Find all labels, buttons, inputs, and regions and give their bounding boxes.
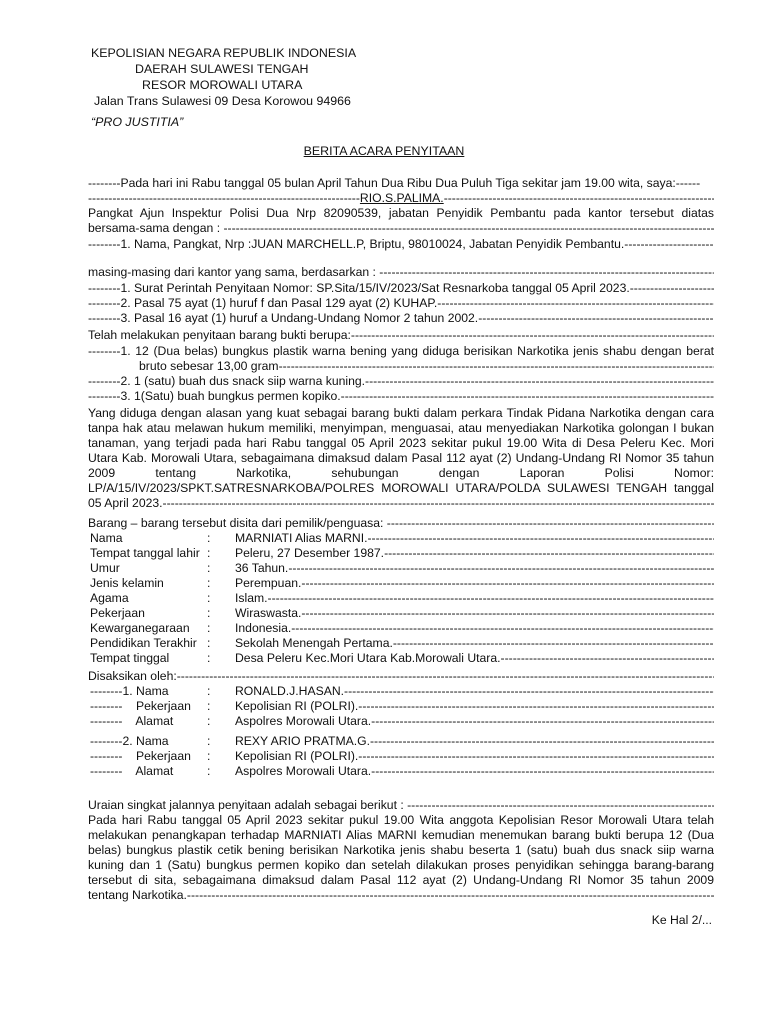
resort-name: RESOR MOROWALI UTARA [142, 78, 303, 92]
basis-intro: masing-masing dari kantor yang sama, berdasarkan : ----- [88, 264, 714, 280]
field-colon: : [207, 684, 211, 698]
field-colon: : [207, 764, 211, 778]
owner-row [88, 650, 714, 666]
field-colon: : [207, 591, 211, 605]
paragraph-line: tanaman, yang terjadi pada hari Rabu tanggal 05 April 2023 sekitar pukul 19.00 Wita di Desa Peleru Kec. Mori [88, 436, 714, 450]
owner-row [88, 545, 714, 561]
field-value: REXY ARIO PRATMA.G. ----- [235, 733, 714, 749]
basis-item: --------2. Pasal 75 ayat (1) huruf f dan Pasal 129 ayat (2) KUHAP. ----- [88, 295, 714, 311]
witness-row [88, 713, 714, 729]
owner-row [88, 590, 714, 606]
field-value: RONALD.J.HASAN. ----- [235, 683, 714, 699]
field-value: Kepolisian RI (POLRI). ----- [235, 748, 714, 764]
owner-row [88, 605, 714, 621]
paragraph-line: tanpa hak atau melawan hukum memiliki, menyimpan, menguasai, atau menyediakan Narkotika golongan I bukan [88, 421, 714, 435]
paragraph-line: 05 April 2023. ----- [88, 495, 714, 511]
institution-name: KEPOLISIAN NEGARA REPUBLIK INDONESIA [91, 46, 357, 60]
field-colon: : [207, 714, 211, 728]
field-value: Desa Peleru Kec.Mori Utara Kab.Morowali Utara. ----- [235, 650, 714, 666]
summary-line: kuning dan 1 (Satu) bungkus permen kopiko dan setelah dilakukan proses penyidikan sehingga barang-barang [88, 858, 714, 872]
field-label: Jenis kelamin [90, 576, 164, 590]
companion-line: --------1. Nama, Pangkat, Nrp :JUAN MARCHELL.P, Briptu, 98010024, Jabatan Penyidik Pembantu. ----- [88, 236, 714, 252]
field-value: Aspolres Morowali Utara. ----- [235, 763, 714, 779]
field-value: Aspolres Morowali Utara. ----- [235, 713, 714, 729]
seized-item: --------3. 1(Satu) buah bungkus permen kopiko. ----- [88, 388, 714, 404]
owner-row [88, 530, 714, 546]
field-label: --------1. Nama [90, 684, 169, 698]
field-value: 36 Tahun. ----- [235, 560, 714, 576]
field-colon: : [207, 749, 211, 763]
witness-row [88, 698, 714, 714]
basis-item: --------3. Pasal 16 ayat (1) huruf a Undang-Undang Nomor 2 tahun 2002. ----- [88, 310, 714, 326]
seized-item-cont: bruto sebesar 13,00 gram ----- [139, 358, 714, 374]
field-colon: : [207, 606, 211, 620]
field-colon: : [207, 636, 211, 650]
address: Jalan Trans Sulawesi 09 Desa Korowou 94966 [94, 94, 351, 108]
field-value: Islam. ----- [235, 590, 714, 606]
field-colon: : [207, 734, 211, 748]
field-colon: : [207, 699, 211, 713]
investigator-name: RIO.S.PALIMA. [359, 191, 444, 205]
witness-row [88, 683, 714, 699]
field-label: Nama [90, 531, 123, 545]
rank-line: Pangkat Ajun Inspektur Polisi Dua Nrp 82090539, jabatan Penyidik Pembantu pada kantor tersebut diatas [88, 206, 714, 220]
field-value: MARNIATI Alias MARNI. ----- [235, 530, 714, 546]
paragraph-line: LP/A/15/IV/2023/SPKT.SATRESNARKOBA/POLRES MOROWALI UTARA/POLDA SULAWESI TENGAH tanggal [88, 481, 714, 495]
field-label: -------- Alamat [90, 714, 174, 728]
owner-row [88, 620, 714, 636]
summary-line: Pada hari Rabu tanggal 05 April 2023 sekitar pukul 19.00 Wita anggota Kepolisian Resor Morowali Utara telah [88, 813, 714, 827]
field-label: Tempat tinggal [90, 651, 170, 665]
field-colon: : [207, 561, 211, 575]
seized-item: --------2. 1 (satu) buah dus snack siip warna kuning. ----- [88, 373, 714, 389]
summary-line: belas) bungkus plastik cetik bening berisikan Narkotika jenis shabu beserta 1 (satu) buah dus snack siip warna [88, 843, 714, 857]
seized-intro: Telah melakukan penyitaan barang bukti berupa: ----- [88, 327, 714, 343]
witness-row [88, 763, 714, 779]
witness-row [88, 733, 714, 749]
investigator-line: -------------------------------------------------------------------RIO.S.PALIMA. ----- [88, 190, 714, 206]
field-value: Wiraswasta. ----- [235, 605, 714, 621]
summary-intro: Uraian singkat jalannya penyitaan adalah sebagai berikut : ----- [88, 797, 714, 813]
basis-item: --------1. Surat Perintah Penyitaan Nomor: SP.Sita/15/IV/2023/Sat Resnarkoba tanggal 05 April 2023. ----- [88, 280, 714, 296]
region-name: DAERAH SULAWESI TENGAH [135, 62, 309, 76]
opening-line: --------Pada hari ini Rabu tanggal 05 bulan April Tahun Dua Ribu Dua Puluh Tiga sekitar jam 19.00 wita, saya:------ [88, 176, 701, 190]
field-value: Indonesia. ----- [235, 620, 714, 636]
field-colon: : [207, 621, 211, 635]
paragraph-line: Utara Kab. Morowali Utara, sebagaimana dimaksud dalam Pasal 112 ayat (2) Undang-Undang RI Nomor 35 tahun [88, 451, 714, 465]
field-label: Agama [90, 591, 129, 605]
field-value: Sekolah Menengah Pertama. ----- [235, 635, 714, 651]
seized-item: --------1. 12 (Dua belas) bungkus plastik warna bening yang diduga berisikan Narkotika jenis shabu dengan berat [88, 344, 714, 358]
owner-row [88, 635, 714, 651]
summary-line: tersebut di sita, sebagaimana dimaksud dalam Pasal 112 ayat (2) Undang-Undang RI Nomor 35 tahun 2009 [88, 873, 714, 887]
field-value: Perempuan. ----- [235, 575, 714, 591]
witness-row [88, 748, 714, 764]
field-label: -------- Alamat [90, 764, 174, 778]
field-label: -------- Pekerjaan [90, 699, 191, 713]
paragraph-line: 2009 tentang Narkotika, sehubungan dengan Laporan Polisi Nomor: [88, 466, 714, 480]
field-colon: : [207, 651, 211, 665]
summary-line: melakukan penangkapan terhadap MARNIATI Alias MARNI kemudian menemukan barang bukti berupa 12 (Dua [88, 828, 714, 842]
field-value: Peleru, 27 Desember 1987. ----- [235, 545, 714, 561]
next-page-note: Ke Hal 2/... [651, 913, 712, 927]
field-label: -------- Pekerjaan [90, 749, 191, 763]
field-label: Tempat tanggal lahir [90, 546, 200, 560]
owner-row [88, 575, 714, 591]
witness-intro: Disaksikan oleh: ----- [88, 668, 714, 684]
field-value: Kepolisian RI (POLRI). ----- [235, 698, 714, 714]
field-label: Pendidikan Terakhir [90, 636, 197, 650]
together-line: bersama-sama dengan : ----- [88, 220, 714, 236]
field-label: Umur [90, 561, 120, 575]
field-colon: : [207, 576, 211, 590]
paragraph-line: Yang diduga dengan alasan yang kuat sebagai barang bukti dalam perkara Tindak Pidana Narkotika dengan cara [88, 406, 714, 420]
summary-line: tentang Narkotika. ----- [88, 887, 714, 903]
field-colon: : [207, 546, 211, 560]
field-label: Kewarganegaraan [90, 621, 190, 635]
owner-intro: Barang – barang tersebut disita dari pemilik/penguasa: ----- [88, 515, 714, 531]
owner-row [88, 560, 714, 576]
field-label: Pekerjaan [90, 606, 145, 620]
field-colon: : [207, 531, 211, 545]
field-label: --------2. Nama [90, 734, 169, 748]
document-title: BERITA ACARA PENYITAAN [303, 144, 465, 158]
motto: “PRO JUSTITIA” [91, 115, 184, 129]
